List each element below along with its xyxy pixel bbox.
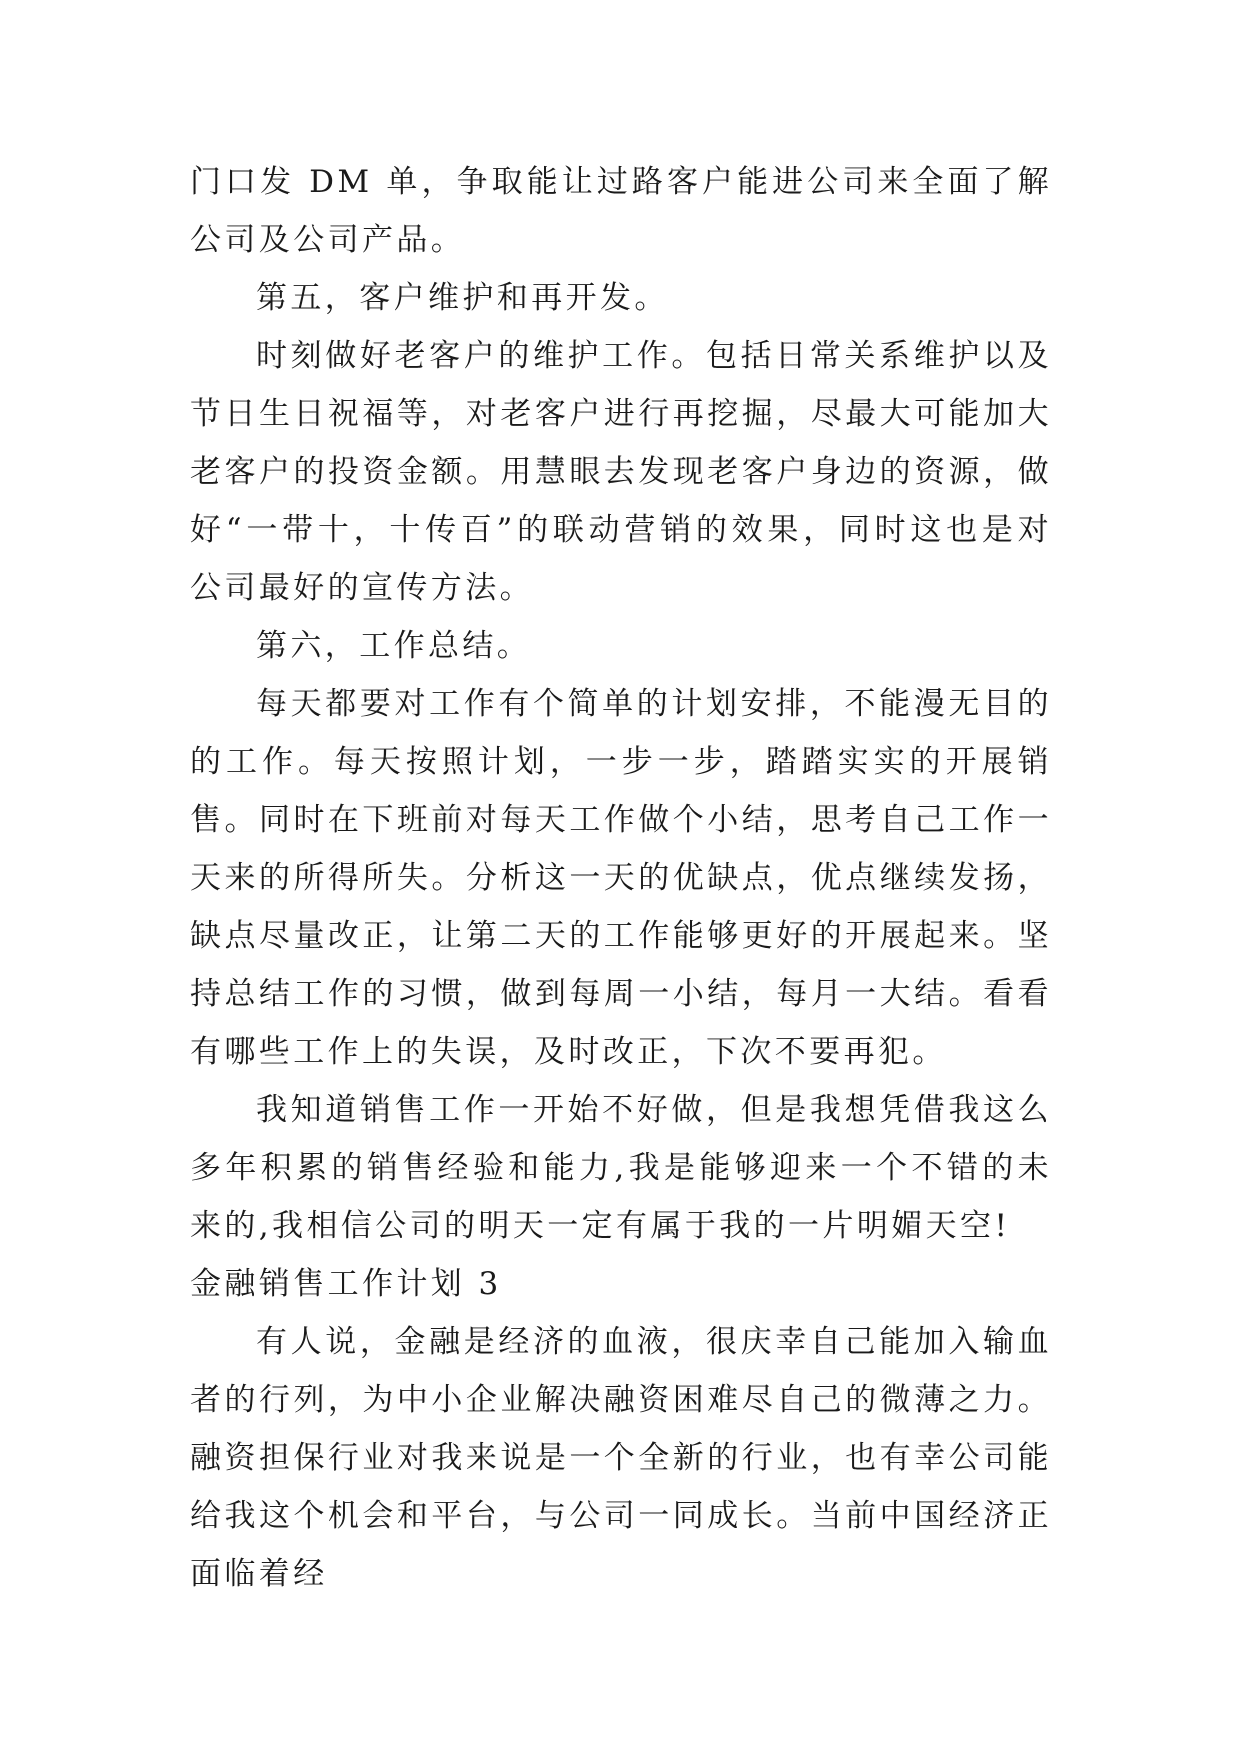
paragraph-continuation: 门口发 DM 单，争取能让过路客户能进公司来全面了解公司及公司产品。 <box>190 164 1052 258</box>
section-six-heading: 第六，工作总结。 <box>256 628 532 664</box>
paragraph-work-summary: 每天都要对工作有个简单的计划安排，不能漫无目的的工作。每天按照计划，一步一步，踏踏实实的开展销售。同时在下班前对每天工作做个小结，思考自己工作一天来的所得所失。分析这一天的优缺点，优点继续发扬，缺点尽量改正，让第二天的工作能够更好的开展起来。坚持总结工作的习惯，做到每周一小结，每月一大结。看看有哪些工作上的失误，及时改正，下次不要再犯。 <box>190 686 1052 1070</box>
paragraph-plan-3-intro: 有人说，金融是经济的血液，很庆幸自己能加入输血者的行列，为中小企业解决融资困难尽自己的微薄之力。融资担保行业对我来说是一个全新的行业，也有幸公司能给我这个机会和平台，与公司一同成长。当前中国经济正面临着经 <box>190 1324 1052 1592</box>
paragraph-client-maintenance: 时刻做好老客户的维护工作。包括日常关系维护以及节日生日祝福等，对老客户进行再挖掘，尽最大可能加大老客户的投资金额。用慧眼去发现老客户身边的资源，做好“一带十，十传百”的联动营销的效果，同时这也是对公司最好的宣传方法。 <box>190 338 1052 606</box>
section-five-heading: 第五，客户维护和再开发。 <box>256 280 669 316</box>
paragraph-closing: 我知道销售工作一开始不好做，但是我想凭借我这么多年积累的销售经验和能力,我是能够迎来一个不错的未来的,我相信公司的明天一定有属于我的一片明媚天空! <box>190 1092 1052 1244</box>
document-body <box>190 153 1052 1603</box>
section-title-plan-3: 金融销售工作计划 3 <box>190 1266 502 1302</box>
